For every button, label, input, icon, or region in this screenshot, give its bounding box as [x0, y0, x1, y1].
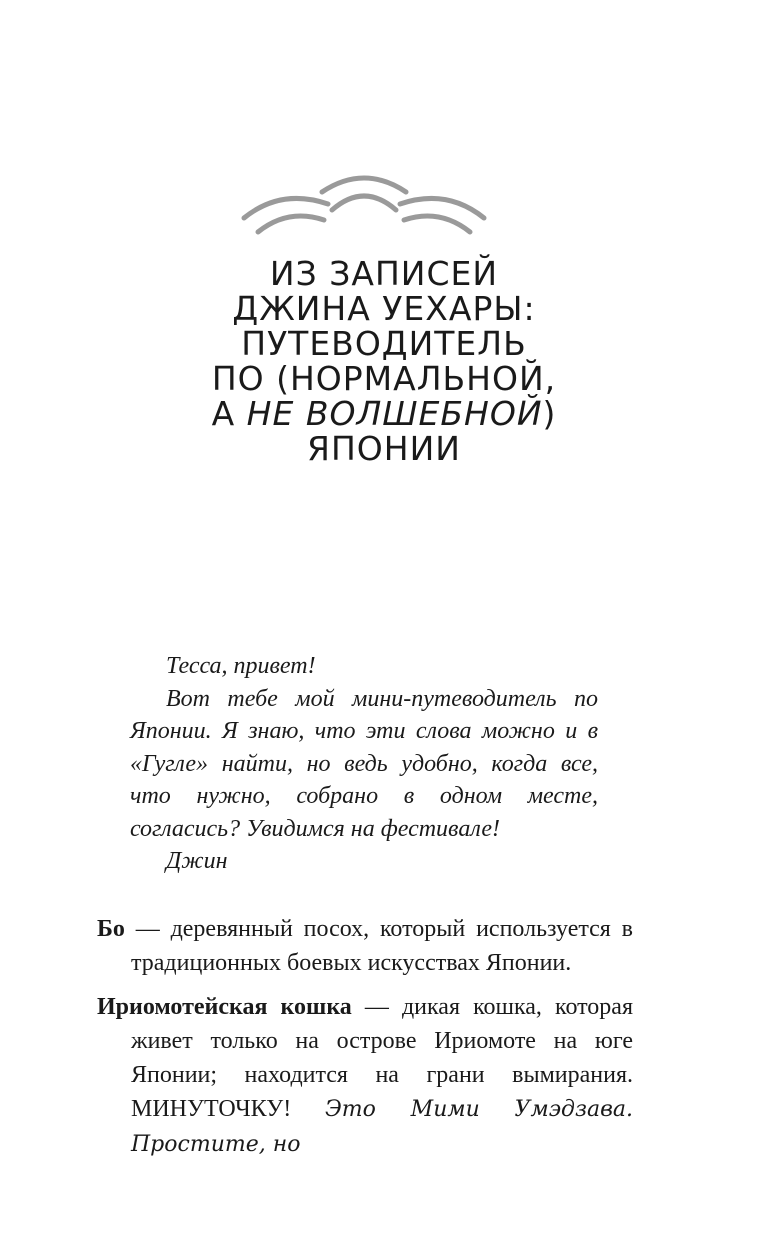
title-line: ИЗ ЗАПИСЕЙ — [269, 254, 499, 293]
title-line: ПУТЕВОДИТЕЛЬ — [241, 324, 527, 363]
title-line — [150, 396, 618, 431]
glossary-term: Бо — [97, 916, 125, 942]
glossary-definition: — деревянный посох, который используется в традиционных боевых искусствах Японии. — [124, 916, 633, 976]
title-line: ЯПОНИИ — [307, 429, 461, 468]
glossary — [97, 912, 633, 1172]
glossary-definition: — дикая кошка, которая живет только на острове Ириомоте на юге Японии; находится на грани вымирания. МИНУТОЧКУ! — [131, 994, 633, 1122]
title-italic-fragment: НЕ ВОЛШЕБНОЙ — [246, 394, 543, 433]
cloud-arcs-icon — [236, 168, 492, 248]
handwritten-note: Это Мими Умэдзава. Простите, но — [131, 1097, 633, 1157]
title-line: ДЖИНА УЕХАРЫ: — [232, 289, 536, 328]
letter-body: Вот тебе мой мини-путеводитель по Японии. Я знаю, что эти слова можно и в «Гугле» найти, но ведь удобно, когда все, что нужно, собрано в одном месте, согласись? Увидимся на фестивале! — [130, 685, 598, 842]
chapter-title — [150, 256, 618, 466]
glossary-entry — [97, 990, 633, 1162]
glossary-term: Ириомотейская кошка — [97, 994, 352, 1020]
letter-greeting: Тесса, привет! — [166, 653, 316, 679]
title-fragment: А — [211, 394, 247, 433]
title-fragment: ) — [542, 394, 557, 433]
glossary-entry — [97, 912, 633, 980]
title-line: ПО (НОРМАЛЬНОЙ, — [211, 359, 557, 398]
intro-letter — [130, 650, 598, 878]
letter-signature: Джин — [166, 848, 228, 874]
